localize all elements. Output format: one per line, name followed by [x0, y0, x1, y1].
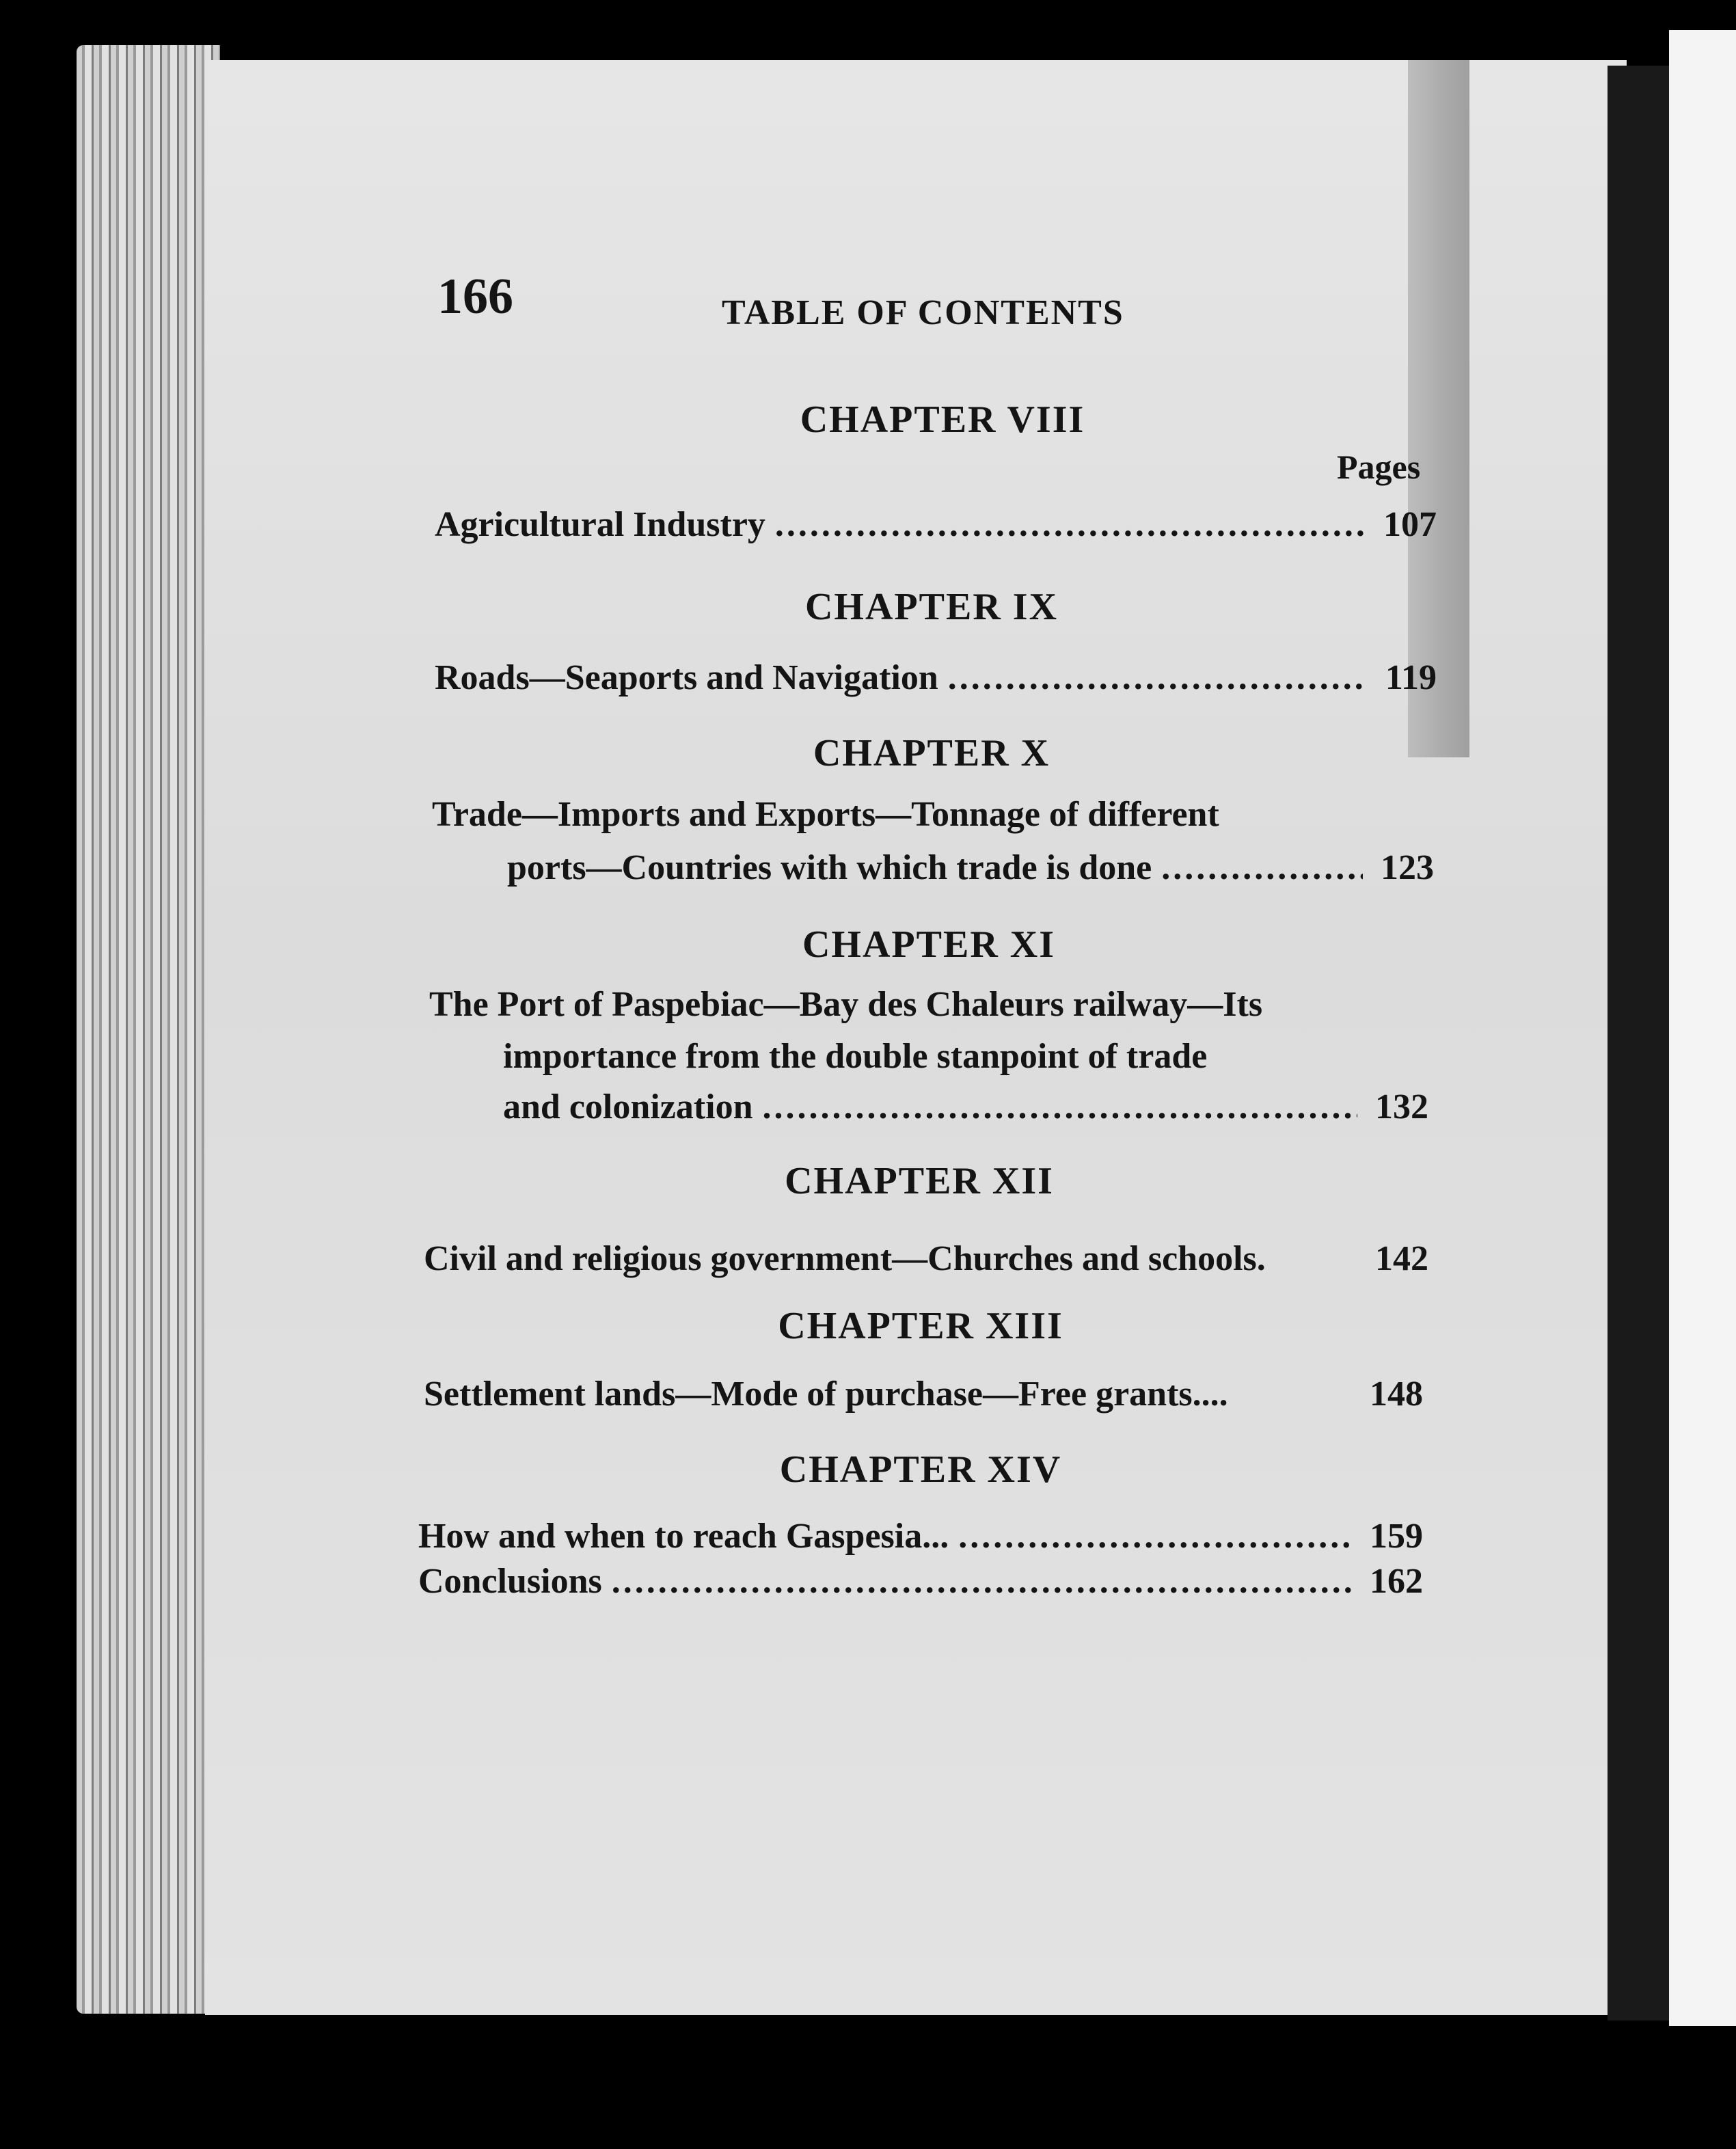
chapter-heading: CHAPTER XII	[785, 1160, 1054, 1202]
entry-title-line: The Port of Paspebiac—Bay des Chaleurs railway—Its	[429, 985, 1263, 1024]
entry-title-line: importance from the double stanpoint of trade	[503, 1037, 1208, 1076]
entry-page-number: 107	[1383, 505, 1437, 544]
pages-column-label: Pages	[1337, 448, 1421, 486]
toc-entry	[418, 1516, 1423, 1556]
entry-title: ports—Countries with which trade is done	[507, 848, 1152, 887]
toc-entry	[424, 1239, 1428, 1279]
dot-leader	[958, 1516, 1352, 1556]
entry-title: Roads—Seaports and Navigation	[435, 658, 938, 697]
chapter-heading: CHAPTER X	[813, 732, 1050, 774]
entry-title: Agricultural Industry	[435, 505, 765, 544]
dot-leader	[763, 1087, 1358, 1127]
page-number: 166	[437, 269, 513, 325]
chapter-heading: CHAPTER IX	[804, 586, 1059, 628]
toc-entry	[503, 1087, 1428, 1127]
entry-title: Conclusions	[418, 1562, 602, 1601]
toc-entry	[424, 1374, 1423, 1414]
toc-entry	[507, 848, 1434, 888]
toc-entry	[418, 1561, 1423, 1601]
entry-title: Civil and religious government—Churches and schools.	[424, 1239, 1266, 1278]
dot-leader	[948, 658, 1366, 698]
chapter-heading: CHAPTER XIII	[778, 1305, 1063, 1347]
entry-title: Settlement lands—Mode of purchase—Free grants....	[424, 1375, 1228, 1414]
entry-title: How and when to reach Gaspesia...	[418, 1517, 949, 1556]
entry-page-number: 162	[1370, 1562, 1423, 1601]
toc-entry	[435, 658, 1437, 698]
entry-page-number: 159	[1370, 1517, 1423, 1556]
dot-leader	[775, 504, 1366, 545]
chapter-heading: CHAPTER XI	[802, 923, 1056, 966]
entry-page-number: 132	[1375, 1087, 1428, 1126]
chapter-heading: CHAPTER XIV	[779, 1448, 1062, 1491]
dot-leader	[1161, 848, 1363, 888]
entry-page-number: 123	[1381, 848, 1434, 887]
toc-entry	[435, 504, 1437, 545]
entry-page-number: 148	[1370, 1375, 1423, 1414]
entry-title-line: Trade—Imports and Exports—Tonnage of different	[432, 795, 1219, 834]
entry-title: and colonization	[503, 1087, 753, 1126]
running-head: TABLE OF CONTENTS	[722, 293, 1124, 332]
dot-leader	[612, 1561, 1352, 1601]
chapter-heading: CHAPTER VIII	[800, 398, 1085, 441]
entry-page-number: 142	[1375, 1239, 1428, 1278]
entry-page-number: 119	[1385, 658, 1437, 697]
